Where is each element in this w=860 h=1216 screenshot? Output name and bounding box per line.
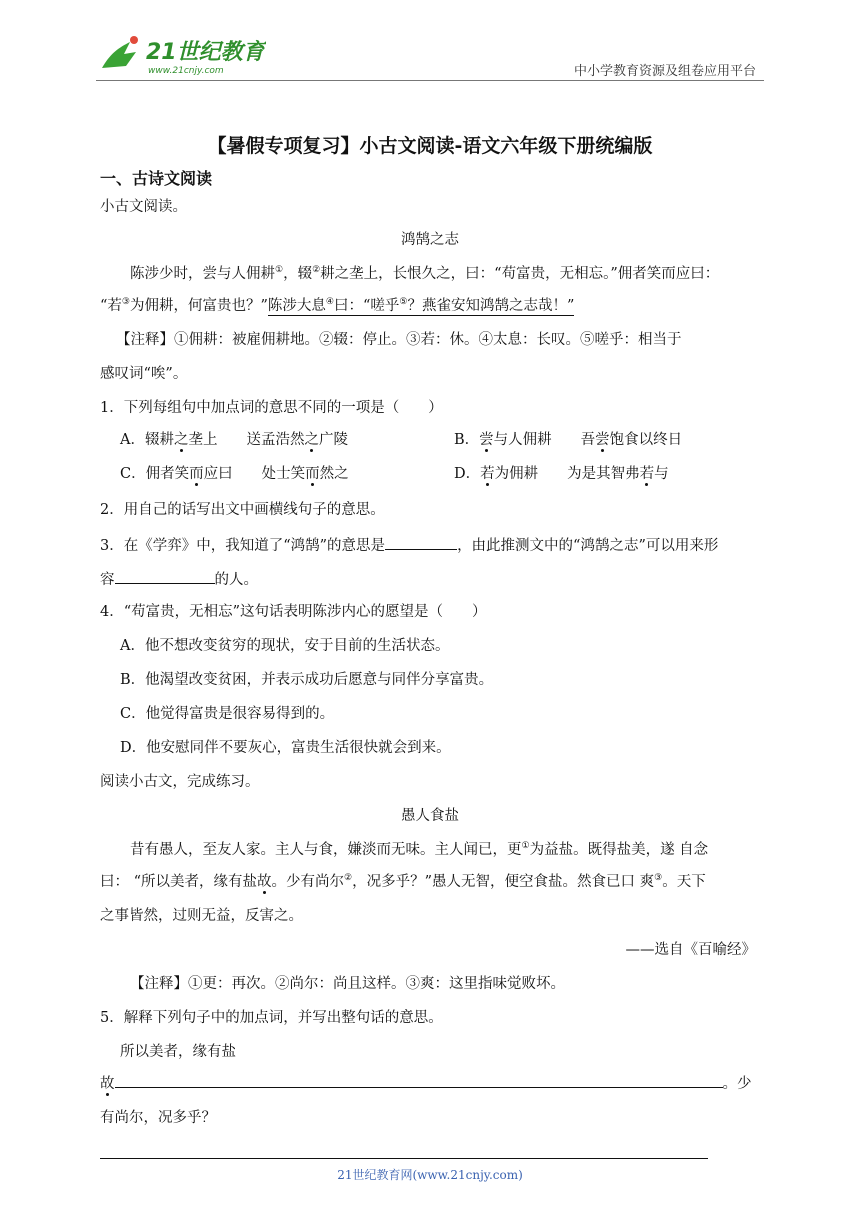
q4-option-b[interactable]: B．他渴望改变贫困，并表示成功后愿意与同伴分享富贵。 — [120, 672, 494, 688]
passage2-line1: 昔有愚人，至友人家。主人与食，嫌淡而无味。主人闻已，更①为益盐。既得盐美，遂 自念 — [130, 841, 709, 858]
passage1-line1: 陈涉少时，尝与人佣耕①，辍②耕之垄上，长恨久之，曰：“苟富贵，无相忘。”佣者笑而应曰： — [130, 265, 720, 282]
passage2-title: 愚人食盐 — [401, 808, 459, 824]
runner-icon — [102, 42, 136, 68]
q5-answer-line: 故 。少 — [100, 1072, 752, 1094]
passage1-title: 鸿鹄之志 — [401, 232, 459, 248]
q2-stem: 2．用自己的话写出文中画横线句子的意思。 — [100, 502, 385, 518]
q5-sentence1: 所以美者，缘有盐 — [120, 1044, 236, 1060]
q1-option-b[interactable]: B．尝与人佣耕 吾尝饱食以终日 — [454, 432, 683, 448]
passage1-note-line2: 感叹词“唉”。 — [100, 366, 188, 382]
footer-divider — [100, 1158, 708, 1159]
q4-option-a[interactable]: A．他不想改变贫穷的现状，安于目前的生活状态。 — [120, 638, 450, 654]
passage2-note: 【注释】①更：再次。②尚尔：尚且这样。③爽：这里指味觉败坏。 — [130, 976, 565, 992]
page-title: 【暑假专项复习】小古文阅读-语文六年级下册统编版 — [207, 135, 653, 157]
q3-answer-blank1[interactable] — [385, 534, 457, 550]
passage2-line2: 曰： “所以美者，缘有盐故。少有尚尔②，况多乎？”愚人无智，便空食盐。然食已口 爽③。天下 — [100, 873, 706, 890]
footer-text: 21世纪教育网(www.21cnjy.com) — [337, 1168, 523, 1182]
passage2-intro: 阅读小古文，完成练习。 — [100, 774, 260, 790]
q1-option-a[interactable]: A．辍耕之垄上 送孟浩然之广陵 — [120, 432, 348, 448]
q1-stem: 1．下列每组句中加点词的意思不同的一项是（ ） — [100, 400, 443, 416]
passage2-line3: 之事皆然，过则无益，反害之。 — [100, 908, 303, 924]
q4-option-c[interactable]: C．他觉得富贵是很容易得到的。 — [120, 706, 335, 722]
q4-stem: 4．“苟富贵，无相忘”这句话表明陈涉内心的愿望是（ ） — [100, 604, 487, 620]
svg-text:www.21cnjy.com: www.21cnjy.com — [148, 66, 224, 76]
passage1-line2: “若③为佣耕，何富贵也？”陈涉大息④曰：“嗟乎⑤？燕雀安知鸿鹄之志哉！” — [100, 297, 575, 314]
svg-text:21世纪教育: 21世纪教育 — [146, 40, 265, 65]
q5-sentence2: 有尚尔，况多乎？ — [100, 1110, 216, 1126]
header-divider — [96, 80, 764, 81]
site-logo — [96, 32, 266, 78]
q1-option-c[interactable]: C．佣者笑而应曰 处士笑而然之 — [120, 466, 349, 482]
q5-answer-blank[interactable] — [115, 1072, 723, 1088]
passage1-intro: 小古文阅读。 — [100, 199, 187, 215]
q4-option-d[interactable]: D．他安慰同伴不要灰心，富贵生活很快就会到来。 — [120, 740, 451, 756]
header-platform-text: 中小学教育资源及组卷应用平台 — [573, 64, 756, 79]
q5-stem: 5．解释下列句子中的加点词，并写出整句话的意思。 — [100, 1010, 443, 1026]
section-heading: 一、古诗文阅读 — [100, 169, 213, 188]
underlined-sentence: 陈涉大息④曰：“嗟乎⑤？燕雀安知鸿鹄之志哉！” — [267, 297, 575, 314]
q3-line1: 3．在《学弈》中，我知道了“鸿鹄”的意思是 ，由此推测文中的“鸿鹄之志”可以用来形 — [100, 534, 718, 556]
q1-option-d[interactable]: D．若为佣耕 为是其智弗若与 — [454, 466, 669, 482]
passage2-source: ——选自《百喻经》 — [625, 942, 756, 958]
q3-answer-blank2[interactable] — [115, 568, 215, 584]
passage1-note-line1: 【注释】①佣耕：被雇佣耕地。②辍：停止。③若：休。④太息：长叹。⑤嗟乎：相当于 — [116, 332, 682, 348]
q3-line2: 容 的人。 — [100, 568, 258, 590]
